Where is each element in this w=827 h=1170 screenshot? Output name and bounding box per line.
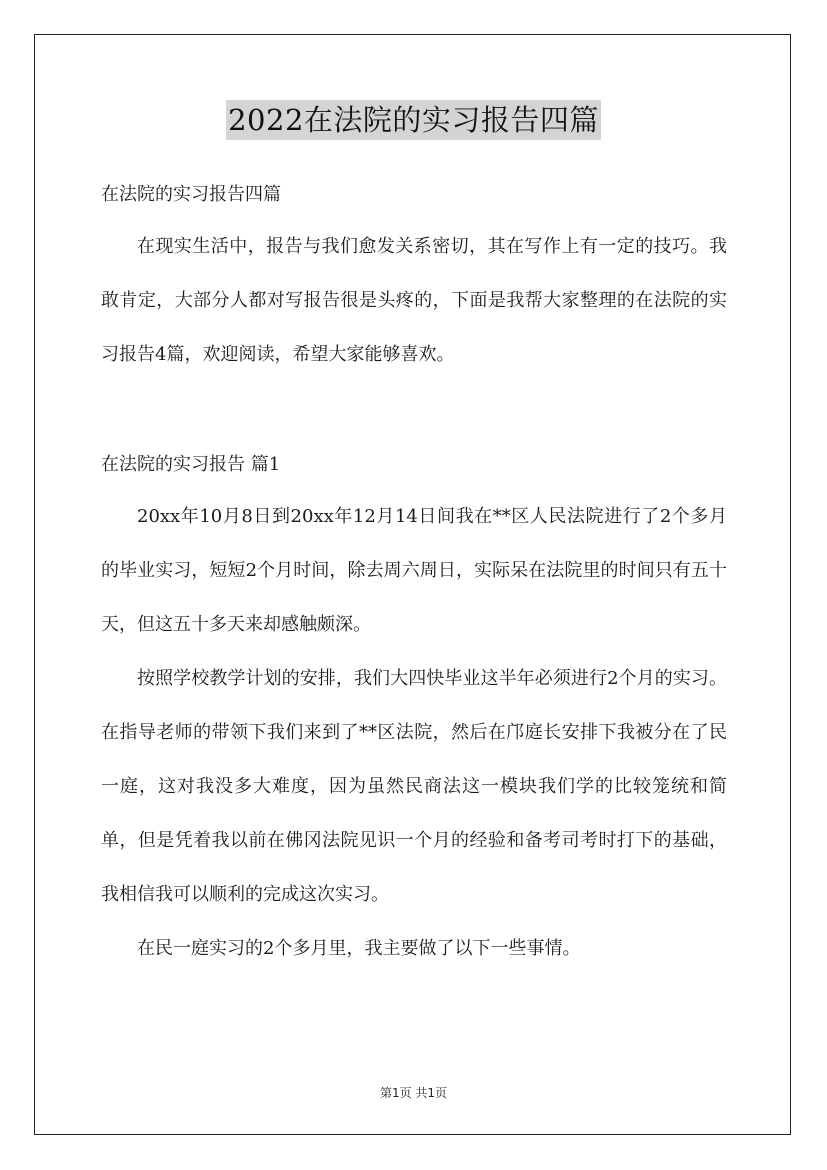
section1-body (101, 490, 727, 976)
section1-paragraph: 按照学校教学计划的安排，我们大四快毕业这半年必须进行2个月的实习。在指导老师的带领下我们来到了**区法院，然后在邝庭长安排下我被分在了民一庭，这对我没多大难度，因为虽然民商法这一模块我们学的比较笼统和简单，但是凭着我以前在佛冈法院见识一个月的经验和备考司考时打下的基础，我相信我可以顺利的完成这次实习。 (101, 668, 727, 905)
subtitle-block (101, 175, 727, 215)
document-subtitle: 在法院的实习报告四篇 (101, 184, 281, 205)
page-number: 第1页 共1页 (379, 1086, 448, 1100)
title-container (0, 100, 827, 140)
intro-block (101, 220, 727, 382)
section1-paragraph: 20xx年10月8日到20xx年12月14日间我在**区人民法院进行了2个多月的毕业实习，短短2个月时间，除去周六周日，实际呆在法院里的时间只有五十天，但这五十多天来却感触颇深。 (101, 506, 727, 635)
page-footer (0, 1084, 827, 1102)
section1-paragraph: 在民一庭实习的2个多月里，我主要做了以下一些事情。 (137, 938, 581, 959)
section1-heading: 在法院的实习报告 篇1 (101, 454, 281, 475)
intro-paragraph: 在现实生活中，报告与我们愈发关系密切，其在写作上有一定的技巧。我敢肯定，大部分人都对写报告很是头疼的，下面是我帮大家整理的在法院的实习报告4篇，欢迎阅读，希望大家能够喜欢。 (101, 236, 727, 365)
document-title: 2022在法院的实习报告四篇 (226, 100, 601, 140)
section1-heading-block (101, 445, 727, 485)
